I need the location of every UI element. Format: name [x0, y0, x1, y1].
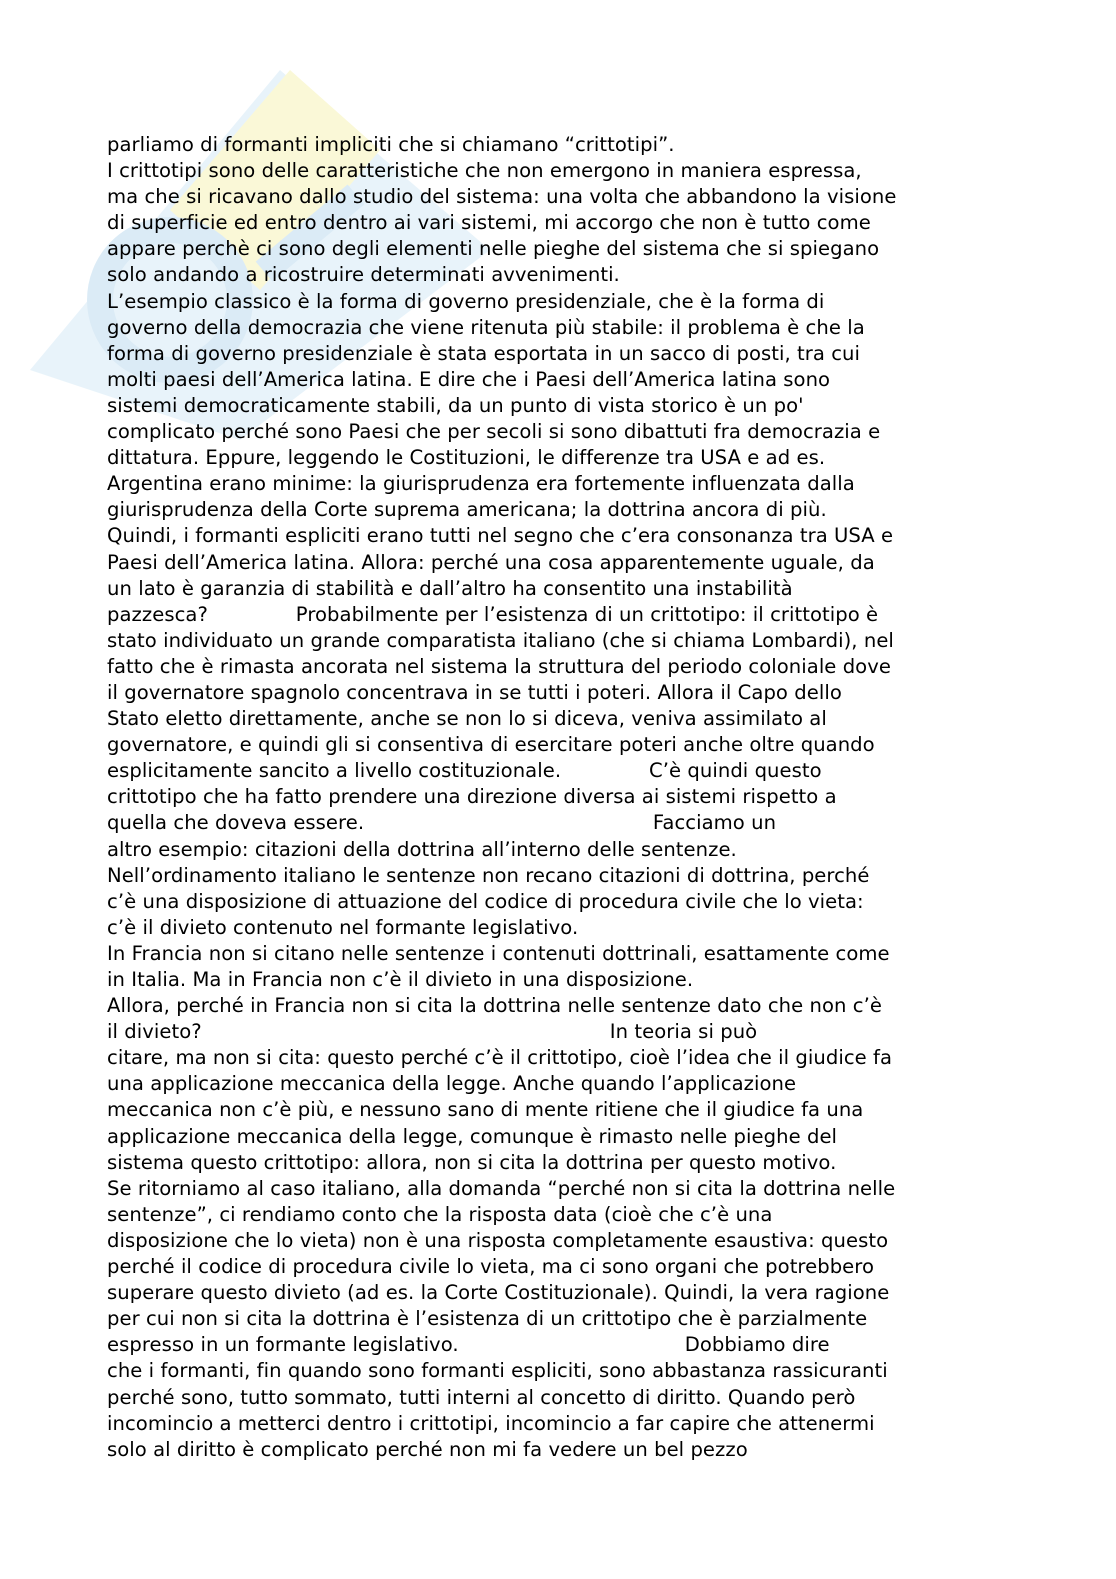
text-line: fatto che è rimasta ancorata nel sistema la struttura del periodo coloniale dove: [107, 654, 891, 678]
text-line: sentenze”, ci rendiamo conto che la risposta data (cioè che c’è una: [107, 1202, 773, 1226]
text-line: citare, ma non si cita: questo perché c’è il crittotipo, cioè l’idea che il giudice fa: [107, 1046, 893, 1070]
text-line: una applicazione meccanica della legge. Anche quando l’applicazione: [107, 1072, 797, 1096]
text-line: di superficie ed entro dentro ai vari sistemi, mi accorgo che non è tutto come: [107, 211, 871, 235]
text-line: Paesi dell’America latina. Allora: perché una cosa apparentemente uguale, da: [107, 550, 875, 574]
text-line: in Italia. Ma in Francia non c’è il divieto in una disposizione.: [107, 968, 694, 991]
text-line: Allora, perché in Francia non si cita la dottrina nelle sentenze dato che non c’è: [107, 994, 882, 1018]
text-line: applicazione meccanica della legge, comunque è rimasto nelle pieghe del: [107, 1124, 838, 1148]
text-line: meccanica non c’è più, e nessuno sano di mente ritiene che il giudice fa una: [107, 1098, 864, 1122]
text-line: superare questo divieto (ad es. la Corte Costituzionale). Quindi, la vera ragione: [107, 1281, 890, 1305]
text-line: il divieto? In teoria si può: [107, 1020, 758, 1044]
text-line: solo andando a ricostruire determinati avvenimenti.: [107, 263, 620, 287]
text-line: esplicitamente sancito a livello costituzionale. C’è quindi questo: [107, 759, 822, 783]
text-line: molti paesi dell’America latina. E dire che i Paesi dell’America latina sono: [107, 367, 831, 391]
text-line: disposizione che lo vieta) non è una risposta completamente esaustiva: questo: [107, 1228, 889, 1252]
text-line: I crittotipi sono delle caratteristiche che non emergono in maniera espressa,: [107, 159, 862, 183]
text-line: un lato è garanzia di stabilità e dall’altro ha consentito una instabilità: [107, 576, 793, 600]
text-line: Nell’ordinamento italiano le sentenze non recano citazioni di dottrina, perché: [107, 863, 870, 887]
text-line: crittotipo che ha fatto prendere una direzione diversa ai sistemi rispetto a: [107, 785, 837, 809]
text-line: sistema questo crittotipo: allora, non si cita la dottrina per questo motivo.: [107, 1150, 837, 1174]
text-line: perché sono, tutto sommato, tutti interni al concetto di diritto. Quando però: [107, 1385, 856, 1409]
text-line: Quindi, i formanti espliciti erano tutti nel segno che c’era consonanza tra USA e: [107, 524, 894, 548]
text-line: stato individuato un grande comparatista italiano (che si chiama Lombardi), nel: [107, 628, 894, 652]
text-line: ma che si ricavano dallo studio del sistema: una volta che abbandono la visione: [107, 185, 897, 209]
text-line: Se ritorniamo al caso italiano, alla domanda “perché non si cita la dottrina nelle: [107, 1176, 896, 1200]
text-line: perché il codice di procedura civile lo vieta, ma ci sono organi che potrebbero: [107, 1255, 875, 1279]
text-line: dittatura. Eppure, leggendo le Costituzioni, le differenze tra USA e ad es.: [107, 446, 826, 470]
text-line: In Francia non si citano nelle sentenze i contenuti dottrinali, esattamente come: [107, 941, 890, 965]
text-line: pazzesca? Probabilmente per l’esistenza di un crittotipo: il crittotipo è: [107, 602, 879, 626]
text-line: espresso in un formante legislativo. Dobbiamo dire: [107, 1333, 830, 1357]
text-line: governatore, e quindi gli si consentiva di esercitare poteri anche oltre quando: [107, 733, 875, 757]
text-line: giurisprudenza della Corte suprema americana; la dottrina ancora di più.: [107, 498, 827, 522]
text-line: complicato perché sono Paesi che per secoli si sono dibattuti fra democrazia e: [107, 420, 881, 444]
text-line: incomincio a metterci dentro i crittotipi, incomincio a far capire che attenermi: [107, 1411, 875, 1435]
text-line: c’è il divieto contenuto nel formante legislativo.: [107, 915, 579, 939]
text-line: c’è una disposizione di attuazione del codice di procedura civile che lo vieta:: [107, 889, 864, 913]
text-line: Argentina erano minime: la giurisprudenza era fortemente influenzata dalla: [107, 472, 855, 496]
text-line: che i formanti, fin quando sono formanti espliciti, sono abbastanza rassicuranti: [107, 1359, 888, 1383]
text-line: altro esempio: citazioni della dottrina all’interno delle sentenze.: [107, 837, 737, 861]
text-line: parliamo di formanti impliciti che si chiamano “crittotipi”.: [107, 133, 675, 156]
text-line: L’esempio classico è la forma di governo presidenziale, che è la forma di: [107, 289, 825, 313]
text-line: forma di governo presidenziale è stata esportata in un sacco di posti, tra cui: [107, 341, 861, 365]
text-line: Stato eletto direttamente, anche se non lo si diceva, veniva assimilato al: [107, 707, 827, 731]
text-line: appare perchè ci sono degli elementi nelle pieghe del sistema che si spiegano: [107, 237, 880, 261]
text-line: quella che doveva essere. Facciamo un: [107, 811, 777, 835]
document-body: [107, 132, 1067, 1463]
text-line: sistemi democraticamente stabili, da un punto di vista storico è un po': [107, 393, 804, 417]
text-line: governo della democrazia che viene ritenuta più stabile: il problema è che la: [107, 315, 865, 339]
text-line: il governatore spagnolo concentrava in se tutti i poteri. Allora il Capo dello: [107, 680, 842, 704]
text-line: per cui non si cita la dottrina è l’esistenza di un crittotipo che è parzialmente: [107, 1307, 868, 1331]
text-line: solo al diritto è complicato perché non mi fa vedere un bel pezzo: [107, 1437, 748, 1461]
